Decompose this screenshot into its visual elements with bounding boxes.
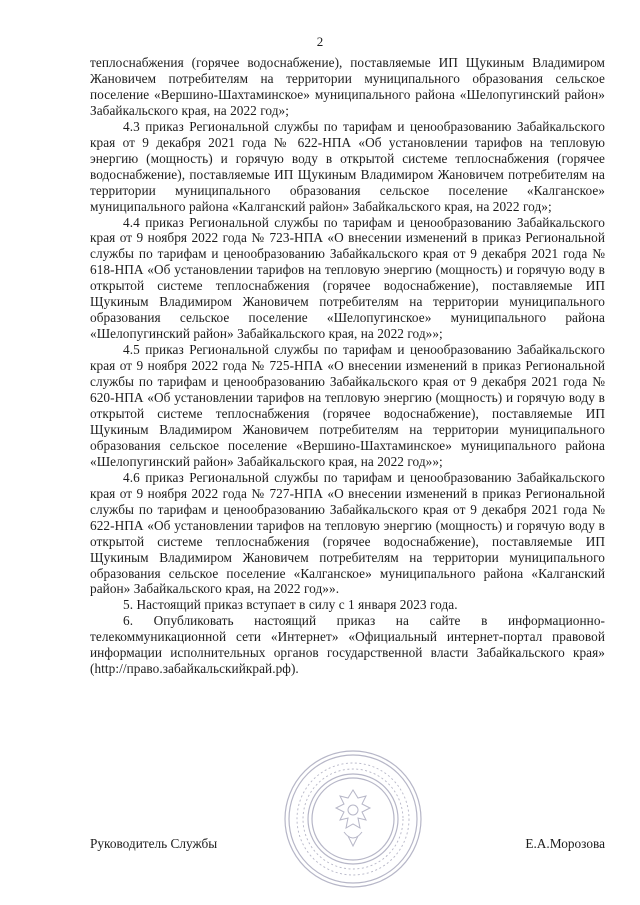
document-body	[90, 55, 605, 677]
signatory-title: Руководитель Службы	[90, 836, 218, 851]
paragraph-item-5: 5. Настоящий приказ вступает в силу с 1 января 2023 года.	[123, 597, 458, 613]
paragraph-continuation: теплоснабжения (горячее водоснабжение), поставляемые ИП Щукиным Владимиром Жановичем потребителям на территории муниципального образования сельское поселение «Вершино-Шахтаминское» муниципального района «Шелопугинский район» Забайкальского края, на 2022 год»;	[90, 55, 605, 118]
signatory-name: Е.А.Морозова	[525, 836, 605, 851]
signature-block	[90, 836, 605, 856]
paragraph-item-4-5: 4.5 приказ Региональной службы по тарифам и ценообразованию Забайкальского края от 9 ноября 2022 года № 725-НПА «О внесении изменений в приказ Региональной службы по тарифам и ценообразованию Забайкальского края от 9 декабря 2021 года № 620-НПА «Об установлении тарифов на тепловую энергию (мощность) и горячую воду в открытой системе теплоснабжения (горячее водоснабжение), поставляемые ИП Щукиным Владимиром Жановичем потребителям на территории муниципального образования сельское поселение «Вершино-Шахтаминское» муниципального района «Шелопугинский район» Забайкальского края, на 2022 год»»;	[90, 342, 605, 469]
paragraph-item-4-4: 4.4 приказ Региональной службы по тарифам и ценообразованию Забайкальского края от 9 ноября 2022 года № 723-НПА «О внесении изменений в приказ Региональной службы по тарифам и ценообразованию Забайкальского края от 9 декабря 2021 года № 618-НПА «Об установлении тарифов на тепловую энергию (мощность) и горячую воду в открытой системе теплоснабжения (горячее водоснабжение), поставляемые ИП Щукиным Владимиром Жановичем потребителям на территории муниципального образования сельское поселение «Шелопугинское» муниципального района «Шелопугинский район» Забайкальского края, на 2022 год»»;	[90, 214, 605, 342]
page-number: 2	[316, 34, 324, 49]
paragraph-item-4-6: 4.6 приказ Региональной службы по тарифам и ценообразованию Забайкальского края от 9 ноября 2022 года № 727-НПА «О внесении изменений в приказ Региональной службы по тарифам и ценообразованию Забайкальского края от 9 декабря 2021 года № 622-НПА «Об установлении тарифов на тепловую энергию (мощность) и горячую воду в открытой системе теплоснабжения (горячее водоснабжение), поставляемые ИП Щукиным Владимиром Жановичем потребителям на территории муниципального образования сельское поселение «Калганское» муниципального района «Калганский район» Забайкальского края, на 2022 год»».	[90, 469, 605, 597]
paragraph-item-4-3: 4.3 приказ Региональной службы по тарифам и ценообразованию Забайкальского края от 9 декабря 2021 года № 622-НПА «Об установлении тарифов на тепловую энергию (мощность) и горячую воду в открытой системе теплоснабжения (горячее водоснабжение), поставляемые ИП Щукиным Владимиром Жановичем потребителям на территории муниципального образования сельское поселение «Калганское» муниципального района «Калганский район» Забайкальского края, на 2022 год»;	[90, 118, 605, 214]
paragraph-item-6: 6. Опубликовать настоящий приказ на сайте в информационно-телекоммуникационной сети «Интернет» «Официальный интернет-портал правовой информации исполнительных органов государственной власти Забайкальского края» (http://право.забайкальскийкрай.рф).	[90, 613, 605, 677]
official-seal-stamp	[282, 748, 424, 890]
